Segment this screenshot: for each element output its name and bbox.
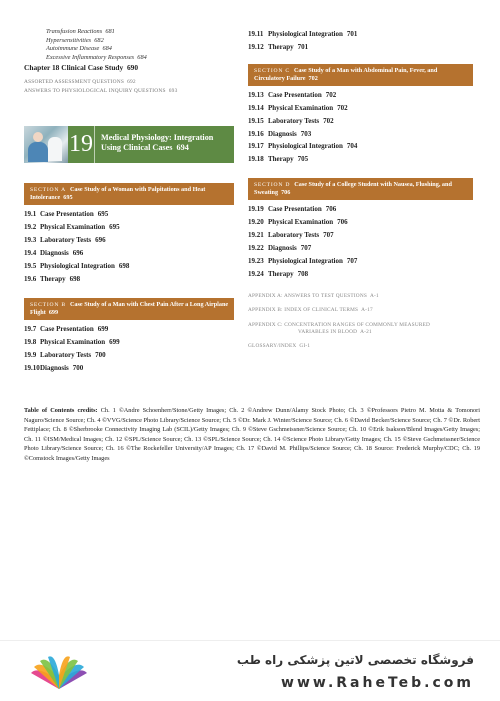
toc-subentry[interactable]: Excessive Inflammatory Responses 684 bbox=[46, 53, 147, 61]
section-d-banner[interactable]: SECTION D Case Study of a College Student with Nausea, Flushing, and Sweating 706 bbox=[248, 178, 473, 200]
toc-entry[interactable]: 19.16 Diagnosis 703 bbox=[248, 129, 312, 138]
toc-left-column bbox=[24, 28, 234, 374]
toc-subentry[interactable]: Autoimmune Disease 684 bbox=[46, 45, 112, 53]
toc-entry[interactable]: 19.5 Physiological Integration 698 bbox=[24, 262, 130, 270]
credits-text: Ch. 1 ©Andre Schoenherr/Stone/Getty Images; Ch. 2 ©Andrew Dunn/Alamy Stock Photo; Ch. 3 ©Professors Pietro M. Motta & Tomonori Naguro/Science Source; Ch. 4 ©VVG/Science Photo Library/Science Source; Ch. 5 ©Dr. Mark J. Winter/Science Source; Ch. 6 ©David Becker/Science Source; Ch. 7 ©Dr. Robert Fettiplace; Ch. 8 ©Sherbrooke Connectivity Imaging Lab (SCIL)/Getty Images; Ch. 9 ©Steve Gschmeissner/Science Source; Ch. 10 ©Erik Isakson/Blend Images/Getty Images; Ch. 11 ©ISM/Medical Images; Ch. 12 ©SPL/Science Source; Ch. 13 ©SPL/Science Source; Ch. 14 ©Science Photo Library/Getty Images; Ch. 15 ©Steve Gschmeissner/Science Photo Library/Science Source; Ch. 16 ©The Rockefeller University/AP Images; Ch. 17 ©David M. Phillips/Science Source; Ch. 18 Source: Frederick Murphy/CDC; Ch. 19 ©Comstock Images/Getty Images bbox=[24, 407, 481, 462]
toc-entry[interactable]: 19.4 Diagnosis 696 bbox=[24, 249, 84, 258]
toc-subentry[interactable]: Transfusion Reactions 681 bbox=[46, 28, 115, 35]
chapter-19-banner[interactable] bbox=[24, 126, 234, 163]
toc-credits bbox=[24, 406, 480, 464]
ch18-clinical-case-entry[interactable]: Chapter 18 Clinical Case Study 690 bbox=[24, 63, 139, 73]
appendix-list bbox=[248, 293, 473, 351]
toc-entry[interactable]: 19.11 Physiological Integration 701 bbox=[248, 30, 358, 38]
toc-entry[interactable]: 19.7 Case Presentation 699 bbox=[24, 324, 109, 333]
toc-entry[interactable]: 19.13 Case Presentation 702 bbox=[248, 90, 337, 99]
section-b-banner[interactable]: SECTION B Case Study of a Man with Chest Pain After a Long Airplane Flight 699 bbox=[24, 298, 234, 320]
rainbow-book-logo-icon bbox=[28, 651, 90, 693]
section-c-list bbox=[248, 89, 473, 166]
section-c-banner[interactable]: SECTION C Case Study of a Man with Abdominal Pain, Fever, and Circulatory Failure 702 bbox=[248, 64, 473, 86]
chapter-number: 19 bbox=[68, 126, 95, 163]
toc-entry[interactable]: 19.3 Laboratory Tests 696 bbox=[24, 236, 106, 245]
toc-entry[interactable]: 19.2 Physical Examination 695 bbox=[24, 223, 120, 232]
chapter-19-photo bbox=[24, 126, 68, 163]
appendix-b-entry[interactable]: APPENDIX B: INDEX OF CLINICAL TERMS A-17 bbox=[248, 307, 373, 314]
toc-right-column bbox=[248, 28, 473, 351]
toc-entry[interactable]: 19.9 Laboratory Tests 700 bbox=[24, 350, 106, 359]
toc-entry[interactable]: 19.14 Physical Examination 702 bbox=[248, 103, 348, 112]
footer-url-link[interactable]: www.RaheTeb.com bbox=[281, 675, 474, 691]
assorted-questions-entry[interactable]: ASSORTED ASSESSMENT QUESTIONS 692 bbox=[24, 79, 136, 86]
toc-entry[interactable]: 19.15 Laboratory Tests 702 bbox=[248, 116, 334, 125]
toc-entry[interactable]: 19.12 Therapy 701 bbox=[248, 42, 309, 51]
answers-inquiry-entry[interactable]: ANSWERS TO PHYSIOLOGICAL INQUIRY QUESTIONS 693 bbox=[24, 88, 178, 95]
footer-persian-text: فروشگاه تخصصی لاتین پزشکی راه طب bbox=[236, 653, 474, 667]
appendix-c-entry-cont[interactable]: VARIABLES IN BLOOD A-21 bbox=[298, 328, 372, 335]
glossary-entry[interactable]: GLOSSARY/INDEX GI-1 bbox=[248, 343, 311, 350]
toc-entry[interactable]: 19.10 Diagnosis 700 bbox=[24, 363, 84, 372]
section-b-continued-list bbox=[248, 28, 473, 54]
chapter-title: Medical Physiology: Integration Using Clinical Cases 694 bbox=[101, 133, 214, 153]
section-a-list bbox=[24, 208, 234, 285]
toc-subentry[interactable]: Hypersensitivities 682 bbox=[46, 36, 104, 44]
ch18-subsection-list bbox=[24, 28, 234, 62]
toc-entry[interactable]: 19.6 Therapy 698 bbox=[24, 274, 81, 283]
appendix-a-entry[interactable]: APPENDIX A: ANSWERS TO TEST QUESTIONS A-1 bbox=[248, 292, 379, 299]
toc-entry[interactable]: 19.20 Physical Examination 706 bbox=[248, 218, 348, 227]
footer-banner bbox=[0, 640, 500, 701]
toc-entry[interactable]: 19.21 Laboratory Tests 707 bbox=[248, 231, 334, 240]
toc-entry[interactable]: 19.8 Physical Examination 699 bbox=[24, 337, 120, 346]
toc-entry[interactable]: 19.23 Physiological Integration 707 bbox=[248, 256, 358, 265]
section-a-banner[interactable]: SECTION A Case Study of a Woman with Palpitations and Heat Intolerance 695 bbox=[24, 183, 234, 205]
section-d-list bbox=[248, 203, 473, 280]
section-b-list bbox=[24, 323, 234, 375]
toc-entry[interactable]: 19.18 Therapy 705 bbox=[248, 155, 309, 164]
toc-entry[interactable]: 19.17 Physiological Integration 704 bbox=[248, 142, 358, 151]
toc-entry[interactable]: 19.22 Diagnosis 707 bbox=[248, 243, 312, 252]
appendix-c-entry[interactable]: APPENDIX C: CONCENTRATION RANGES OF COMMONLY MEASURED bbox=[248, 321, 431, 328]
credits-label: Table of Contents credits: bbox=[24, 407, 98, 414]
toc-entry[interactable]: 19.19 Case Presentation 706 bbox=[248, 205, 337, 214]
toc-entry[interactable]: 19.1 Case Presentation 695 bbox=[24, 210, 109, 219]
toc-entry[interactable]: 19.24 Therapy 708 bbox=[248, 269, 309, 278]
